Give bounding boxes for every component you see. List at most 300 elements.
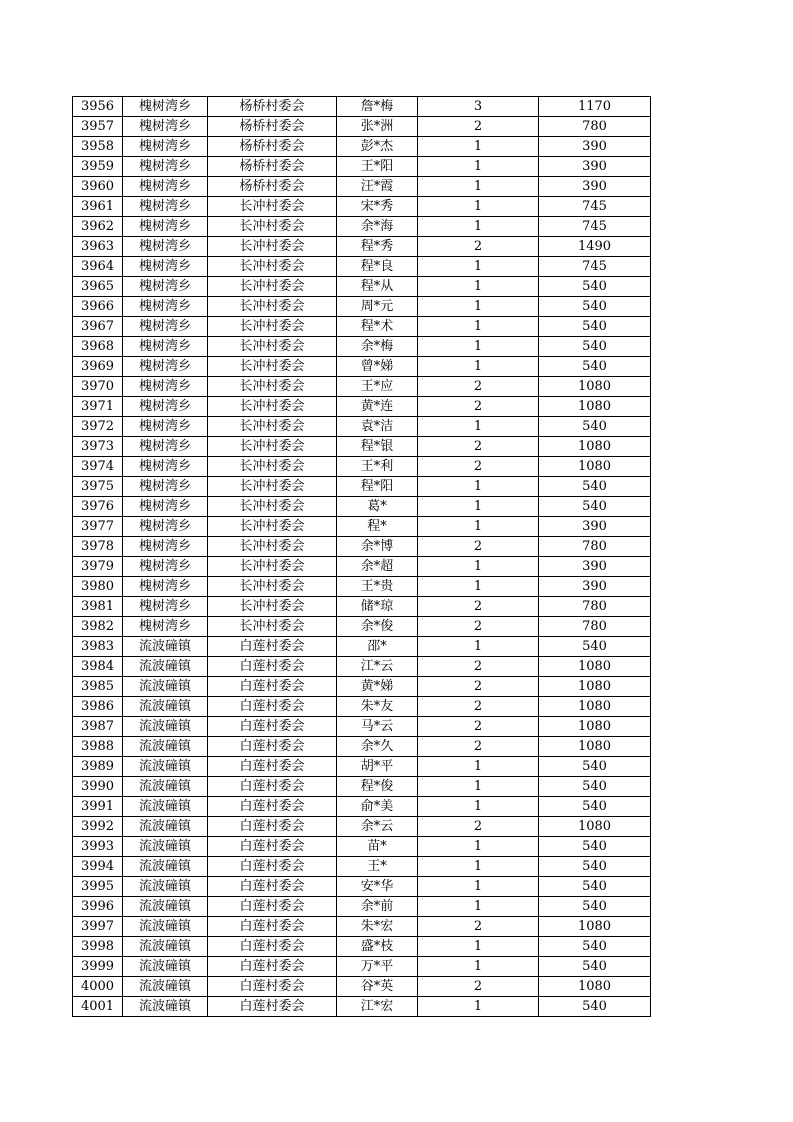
count-cell: 1: [418, 517, 539, 537]
amount-cell: 540: [539, 997, 651, 1017]
row-number-cell: 3984: [73, 657, 123, 677]
township-cell: 槐树湾乡: [123, 97, 208, 117]
amount-cell: 1080: [539, 817, 651, 837]
amount-cell: 540: [539, 857, 651, 877]
township-cell: 槐树湾乡: [123, 237, 208, 257]
village-committee-cell: 杨桥村委会: [208, 177, 337, 197]
count-cell: 1: [418, 177, 539, 197]
amount-cell: 1080: [539, 737, 651, 757]
amount-cell: 1080: [539, 697, 651, 717]
name-cell: 俞*美: [337, 797, 418, 817]
amount-cell: 540: [539, 497, 651, 517]
village-committee-cell: 长冲村委会: [208, 477, 337, 497]
table-row: [73, 737, 651, 757]
township-cell: 槐树湾乡: [123, 597, 208, 617]
count-cell: 2: [418, 457, 539, 477]
count-cell: 2: [418, 677, 539, 697]
township-cell: 槐树湾乡: [123, 517, 208, 537]
name-cell: 张*洲: [337, 117, 418, 137]
township-cell: 槐树湾乡: [123, 197, 208, 217]
table-row: [73, 557, 651, 577]
village-committee-cell: 白莲村委会: [208, 877, 337, 897]
amount-cell: 390: [539, 557, 651, 577]
name-cell: 詹*梅: [337, 97, 418, 117]
village-committee-cell: 长冲村委会: [208, 257, 337, 277]
township-cell: 流波䃥镇: [123, 757, 208, 777]
village-committee-cell: 白莲村委会: [208, 697, 337, 717]
village-committee-cell: 杨桥村委会: [208, 157, 337, 177]
amount-cell: 540: [539, 357, 651, 377]
row-number-cell: 3996: [73, 897, 123, 917]
count-cell: 1: [418, 497, 539, 517]
name-cell: 余*海: [337, 217, 418, 237]
township-cell: 流波䃥镇: [123, 937, 208, 957]
table-row: [73, 997, 651, 1017]
amount-cell: 540: [539, 877, 651, 897]
count-cell: 1: [418, 157, 539, 177]
name-cell: 程*良: [337, 257, 418, 277]
row-number-cell: 3978: [73, 537, 123, 557]
count-cell: 1: [418, 297, 539, 317]
township-cell: 流波䃥镇: [123, 957, 208, 977]
table-row: [73, 237, 651, 257]
row-number-cell: 3981: [73, 597, 123, 617]
name-cell: 宋*秀: [337, 197, 418, 217]
township-cell: 槐树湾乡: [123, 157, 208, 177]
township-cell: 槐树湾乡: [123, 497, 208, 517]
amount-cell: 540: [539, 337, 651, 357]
table-row: [73, 957, 651, 977]
township-cell: 槐树湾乡: [123, 457, 208, 477]
table-row: [73, 677, 651, 697]
count-cell: 1: [418, 477, 539, 497]
village-committee-cell: 白莲村委会: [208, 717, 337, 737]
name-cell: 余*梅: [337, 337, 418, 357]
count-cell: 3: [418, 97, 539, 117]
amount-cell: 1080: [539, 377, 651, 397]
township-cell: 槐树湾乡: [123, 537, 208, 557]
count-cell: 1: [418, 417, 539, 437]
township-cell: 流波䃥镇: [123, 997, 208, 1017]
count-cell: 2: [418, 617, 539, 637]
row-number-cell: 3972: [73, 417, 123, 437]
township-cell: 流波䃥镇: [123, 677, 208, 697]
row-number-cell: 3956: [73, 97, 123, 117]
amount-cell: 780: [539, 617, 651, 637]
name-cell: 王*利: [337, 457, 418, 477]
amount-cell: 390: [539, 157, 651, 177]
township-cell: 槐树湾乡: [123, 437, 208, 457]
amount-cell: 745: [539, 257, 651, 277]
table-row: [73, 337, 651, 357]
table-row: [73, 537, 651, 557]
township-cell: 槐树湾乡: [123, 257, 208, 277]
village-committee-cell: 长冲村委会: [208, 217, 337, 237]
township-cell: 流波䃥镇: [123, 637, 208, 657]
row-number-cell: 3961: [73, 197, 123, 217]
count-cell: 1: [418, 937, 539, 957]
row-number-cell: 3997: [73, 917, 123, 937]
table-row: [73, 97, 651, 117]
village-committee-cell: 长冲村委会: [208, 397, 337, 417]
row-number-cell: 3988: [73, 737, 123, 757]
village-committee-cell: 白莲村委会: [208, 857, 337, 877]
village-committee-cell: 白莲村委会: [208, 977, 337, 997]
count-cell: 1: [418, 897, 539, 917]
village-committee-cell: 长冲村委会: [208, 457, 337, 477]
row-number-cell: 3994: [73, 857, 123, 877]
name-cell: 江*宏: [337, 997, 418, 1017]
count-cell: 1: [418, 857, 539, 877]
count-cell: 1: [418, 137, 539, 157]
amount-cell: 1080: [539, 657, 651, 677]
amount-cell: 540: [539, 757, 651, 777]
township-cell: 槐树湾乡: [123, 357, 208, 377]
row-number-cell: 3966: [73, 297, 123, 317]
township-cell: 流波䃥镇: [123, 777, 208, 797]
township-cell: 槐树湾乡: [123, 397, 208, 417]
name-cell: 王*: [337, 857, 418, 877]
row-number-cell: 3982: [73, 617, 123, 637]
row-number-cell: 3975: [73, 477, 123, 497]
row-number-cell: 3976: [73, 497, 123, 517]
count-cell: 2: [418, 817, 539, 837]
name-cell: 安*华: [337, 877, 418, 897]
township-cell: 槐树湾乡: [123, 417, 208, 437]
amount-cell: 780: [539, 597, 651, 617]
name-cell: 余*久: [337, 737, 418, 757]
amount-cell: 390: [539, 577, 651, 597]
name-cell: 袁*洁: [337, 417, 418, 437]
table-row: [73, 117, 651, 137]
amount-cell: 540: [539, 317, 651, 337]
village-committee-cell: 长冲村委会: [208, 497, 337, 517]
table-row: [73, 657, 651, 677]
table-row: [73, 597, 651, 617]
row-number-cell: 4000: [73, 977, 123, 997]
count-cell: 2: [418, 537, 539, 557]
name-cell: 程*秀: [337, 237, 418, 257]
row-number-cell: 3967: [73, 317, 123, 337]
row-number-cell: 3957: [73, 117, 123, 137]
township-cell: 槐树湾乡: [123, 117, 208, 137]
row-number-cell: 3971: [73, 397, 123, 417]
village-committee-cell: 白莲村委会: [208, 837, 337, 857]
table-row: [73, 357, 651, 377]
amount-cell: 390: [539, 137, 651, 157]
village-committee-cell: 白莲村委会: [208, 957, 337, 977]
table-row: [73, 797, 651, 817]
count-cell: 1: [418, 797, 539, 817]
name-cell: 程*阳: [337, 477, 418, 497]
village-committee-cell: 长冲村委会: [208, 617, 337, 637]
name-cell: 黄*连: [337, 397, 418, 417]
village-committee-cell: 长冲村委会: [208, 537, 337, 557]
row-number-cell: 3990: [73, 777, 123, 797]
table-row: [73, 817, 651, 837]
count-cell: 2: [418, 737, 539, 757]
table-row: [73, 297, 651, 317]
township-cell: 流波䃥镇: [123, 697, 208, 717]
name-cell: 江*云: [337, 657, 418, 677]
count-cell: 2: [418, 117, 539, 137]
row-number-cell: 3999: [73, 957, 123, 977]
count-cell: 2: [418, 917, 539, 937]
amount-cell: 540: [539, 797, 651, 817]
village-committee-cell: 长冲村委会: [208, 417, 337, 437]
amount-cell: 540: [539, 777, 651, 797]
amount-cell: 390: [539, 517, 651, 537]
amount-cell: 780: [539, 117, 651, 137]
name-cell: 余*超: [337, 557, 418, 577]
row-number-cell: 3995: [73, 877, 123, 897]
row-number-cell: 3965: [73, 277, 123, 297]
amount-cell: 540: [539, 837, 651, 857]
village-committee-cell: 白莲村委会: [208, 677, 337, 697]
township-cell: 槐树湾乡: [123, 317, 208, 337]
count-cell: 1: [418, 357, 539, 377]
amount-cell: 745: [539, 217, 651, 237]
township-cell: 槐树湾乡: [123, 377, 208, 397]
count-cell: 2: [418, 437, 539, 457]
name-cell: 谷*英: [337, 977, 418, 997]
village-committee-cell: 长冲村委会: [208, 197, 337, 217]
amount-cell: 1080: [539, 457, 651, 477]
table-row: [73, 577, 651, 597]
village-committee-cell: 白莲村委会: [208, 637, 337, 657]
table-row: [73, 497, 651, 517]
village-committee-cell: 长冲村委会: [208, 377, 337, 397]
name-cell: 万*平: [337, 957, 418, 977]
amount-cell: 1080: [539, 677, 651, 697]
row-number-cell: 3989: [73, 757, 123, 777]
count-cell: 1: [418, 317, 539, 337]
count-cell: 1: [418, 957, 539, 977]
table-row: [73, 617, 651, 637]
name-cell: 朱*友: [337, 697, 418, 717]
row-number-cell: 3973: [73, 437, 123, 457]
name-cell: 周*元: [337, 297, 418, 317]
table-row: [73, 877, 651, 897]
amount-cell: 1080: [539, 717, 651, 737]
name-cell: 余*前: [337, 897, 418, 917]
township-cell: 槐树湾乡: [123, 137, 208, 157]
amount-cell: 1490: [539, 237, 651, 257]
village-committee-cell: 白莲村委会: [208, 817, 337, 837]
amount-cell: 390: [539, 177, 651, 197]
amount-cell: 540: [539, 937, 651, 957]
table-body: [73, 97, 651, 1017]
village-committee-cell: 长冲村委会: [208, 557, 337, 577]
village-committee-cell: 长冲村委会: [208, 357, 337, 377]
table-row: [73, 377, 651, 397]
name-cell: 程*: [337, 517, 418, 537]
amount-cell: 1080: [539, 917, 651, 937]
township-cell: 槐树湾乡: [123, 297, 208, 317]
count-cell: 2: [418, 977, 539, 997]
table-row: [73, 757, 651, 777]
name-cell: 汪*霞: [337, 177, 418, 197]
row-number-cell: 3977: [73, 517, 123, 537]
table-row: [73, 257, 651, 277]
amount-cell: 1080: [539, 397, 651, 417]
amount-cell: 1080: [539, 437, 651, 457]
amount-cell: 540: [539, 897, 651, 917]
township-cell: 槐树湾乡: [123, 577, 208, 597]
count-cell: 2: [418, 697, 539, 717]
township-cell: 流波䃥镇: [123, 657, 208, 677]
table-row: [73, 317, 651, 337]
name-cell: 朱*宏: [337, 917, 418, 937]
table-row: [73, 937, 651, 957]
village-committee-cell: 杨桥村委会: [208, 97, 337, 117]
count-cell: 1: [418, 837, 539, 857]
township-cell: 流波䃥镇: [123, 897, 208, 917]
village-committee-cell: 长冲村委会: [208, 277, 337, 297]
count-cell: 1: [418, 557, 539, 577]
name-cell: 葛*: [337, 497, 418, 517]
row-number-cell: 3992: [73, 817, 123, 837]
village-committee-cell: 白莲村委会: [208, 917, 337, 937]
township-cell: 槐树湾乡: [123, 217, 208, 237]
table-row: [73, 177, 651, 197]
village-committee-cell: 白莲村委会: [208, 777, 337, 797]
table-row: [73, 977, 651, 997]
table-row: [73, 517, 651, 537]
row-number-cell: 3983: [73, 637, 123, 657]
village-committee-cell: 白莲村委会: [208, 797, 337, 817]
township-cell: 流波䃥镇: [123, 917, 208, 937]
township-cell: 流波䃥镇: [123, 737, 208, 757]
village-committee-cell: 长冲村委会: [208, 517, 337, 537]
name-cell: 余*俊: [337, 617, 418, 637]
row-number-cell: 3980: [73, 577, 123, 597]
amount-cell: 540: [539, 477, 651, 497]
row-number-cell: 4001: [73, 997, 123, 1017]
table-row: [73, 277, 651, 297]
name-cell: 邵*: [337, 637, 418, 657]
village-committee-cell: 白莲村委会: [208, 737, 337, 757]
township-cell: 流波䃥镇: [123, 797, 208, 817]
table-row: [73, 437, 651, 457]
row-number-cell: 3970: [73, 377, 123, 397]
row-number-cell: 3968: [73, 337, 123, 357]
township-cell: 槐树湾乡: [123, 337, 208, 357]
count-cell: 1: [418, 577, 539, 597]
table-row: [73, 837, 651, 857]
amount-cell: 540: [539, 417, 651, 437]
village-committee-cell: 白莲村委会: [208, 757, 337, 777]
village-committee-cell: 白莲村委会: [208, 657, 337, 677]
village-committee-cell: 杨桥村委会: [208, 137, 337, 157]
count-cell: 1: [418, 777, 539, 797]
township-cell: 槐树湾乡: [123, 277, 208, 297]
count-cell: 1: [418, 197, 539, 217]
table-row: [73, 197, 651, 217]
township-cell: 槐树湾乡: [123, 557, 208, 577]
count-cell: 2: [418, 597, 539, 617]
amount-cell: 540: [539, 957, 651, 977]
amount-cell: 780: [539, 537, 651, 557]
count-cell: 1: [418, 257, 539, 277]
township-cell: 流波䃥镇: [123, 977, 208, 997]
count-cell: 1: [418, 217, 539, 237]
row-number-cell: 3974: [73, 457, 123, 477]
amount-cell: 540: [539, 637, 651, 657]
name-cell: 王*阳: [337, 157, 418, 177]
township-cell: 槐树湾乡: [123, 617, 208, 637]
count-cell: 2: [418, 237, 539, 257]
township-cell: 槐树湾乡: [123, 177, 208, 197]
table-row: [73, 897, 651, 917]
name-cell: 曾*娣: [337, 357, 418, 377]
name-cell: 程*银: [337, 437, 418, 457]
count-cell: 1: [418, 637, 539, 657]
count-cell: 2: [418, 377, 539, 397]
row-number-cell: 3969: [73, 357, 123, 377]
row-number-cell: 3962: [73, 217, 123, 237]
row-number-cell: 3998: [73, 937, 123, 957]
name-cell: 程*俊: [337, 777, 418, 797]
name-cell: 王*应: [337, 377, 418, 397]
table-row: [73, 777, 651, 797]
name-cell: 余*云: [337, 817, 418, 837]
name-cell: 彭*杰: [337, 137, 418, 157]
name-cell: 程*从: [337, 277, 418, 297]
count-cell: 2: [418, 397, 539, 417]
row-number-cell: 3979: [73, 557, 123, 577]
table-row: [73, 477, 651, 497]
village-committee-cell: 长冲村委会: [208, 437, 337, 457]
count-cell: 1: [418, 757, 539, 777]
amount-cell: 1080: [539, 977, 651, 997]
count-cell: 1: [418, 877, 539, 897]
village-committee-cell: 白莲村委会: [208, 937, 337, 957]
table-row: [73, 697, 651, 717]
name-cell: 王*贵: [337, 577, 418, 597]
row-number-cell: 3985: [73, 677, 123, 697]
village-committee-cell: 长冲村委会: [208, 577, 337, 597]
count-cell: 1: [418, 337, 539, 357]
table-row: [73, 457, 651, 477]
township-cell: 流波䃥镇: [123, 837, 208, 857]
table-row: [73, 157, 651, 177]
village-committee-cell: 白莲村委会: [208, 897, 337, 917]
count-cell: 1: [418, 277, 539, 297]
data-table: [72, 96, 651, 1017]
row-number-cell: 3986: [73, 697, 123, 717]
count-cell: 2: [418, 717, 539, 737]
table-row: [73, 417, 651, 437]
name-cell: 盛*枝: [337, 937, 418, 957]
village-committee-cell: 长冲村委会: [208, 317, 337, 337]
table-row: [73, 717, 651, 737]
township-cell: 流波䃥镇: [123, 717, 208, 737]
name-cell: 程*术: [337, 317, 418, 337]
village-committee-cell: 长冲村委会: [208, 337, 337, 357]
village-committee-cell: 长冲村委会: [208, 237, 337, 257]
village-committee-cell: 杨桥村委会: [208, 117, 337, 137]
table-row: [73, 217, 651, 237]
row-number-cell: 3993: [73, 837, 123, 857]
amount-cell: 1170: [539, 97, 651, 117]
row-number-cell: 3964: [73, 257, 123, 277]
name-cell: 苗*: [337, 837, 418, 857]
amount-cell: 540: [539, 277, 651, 297]
table-row: [73, 917, 651, 937]
village-committee-cell: 长冲村委会: [208, 297, 337, 317]
name-cell: 胡*平: [337, 757, 418, 777]
